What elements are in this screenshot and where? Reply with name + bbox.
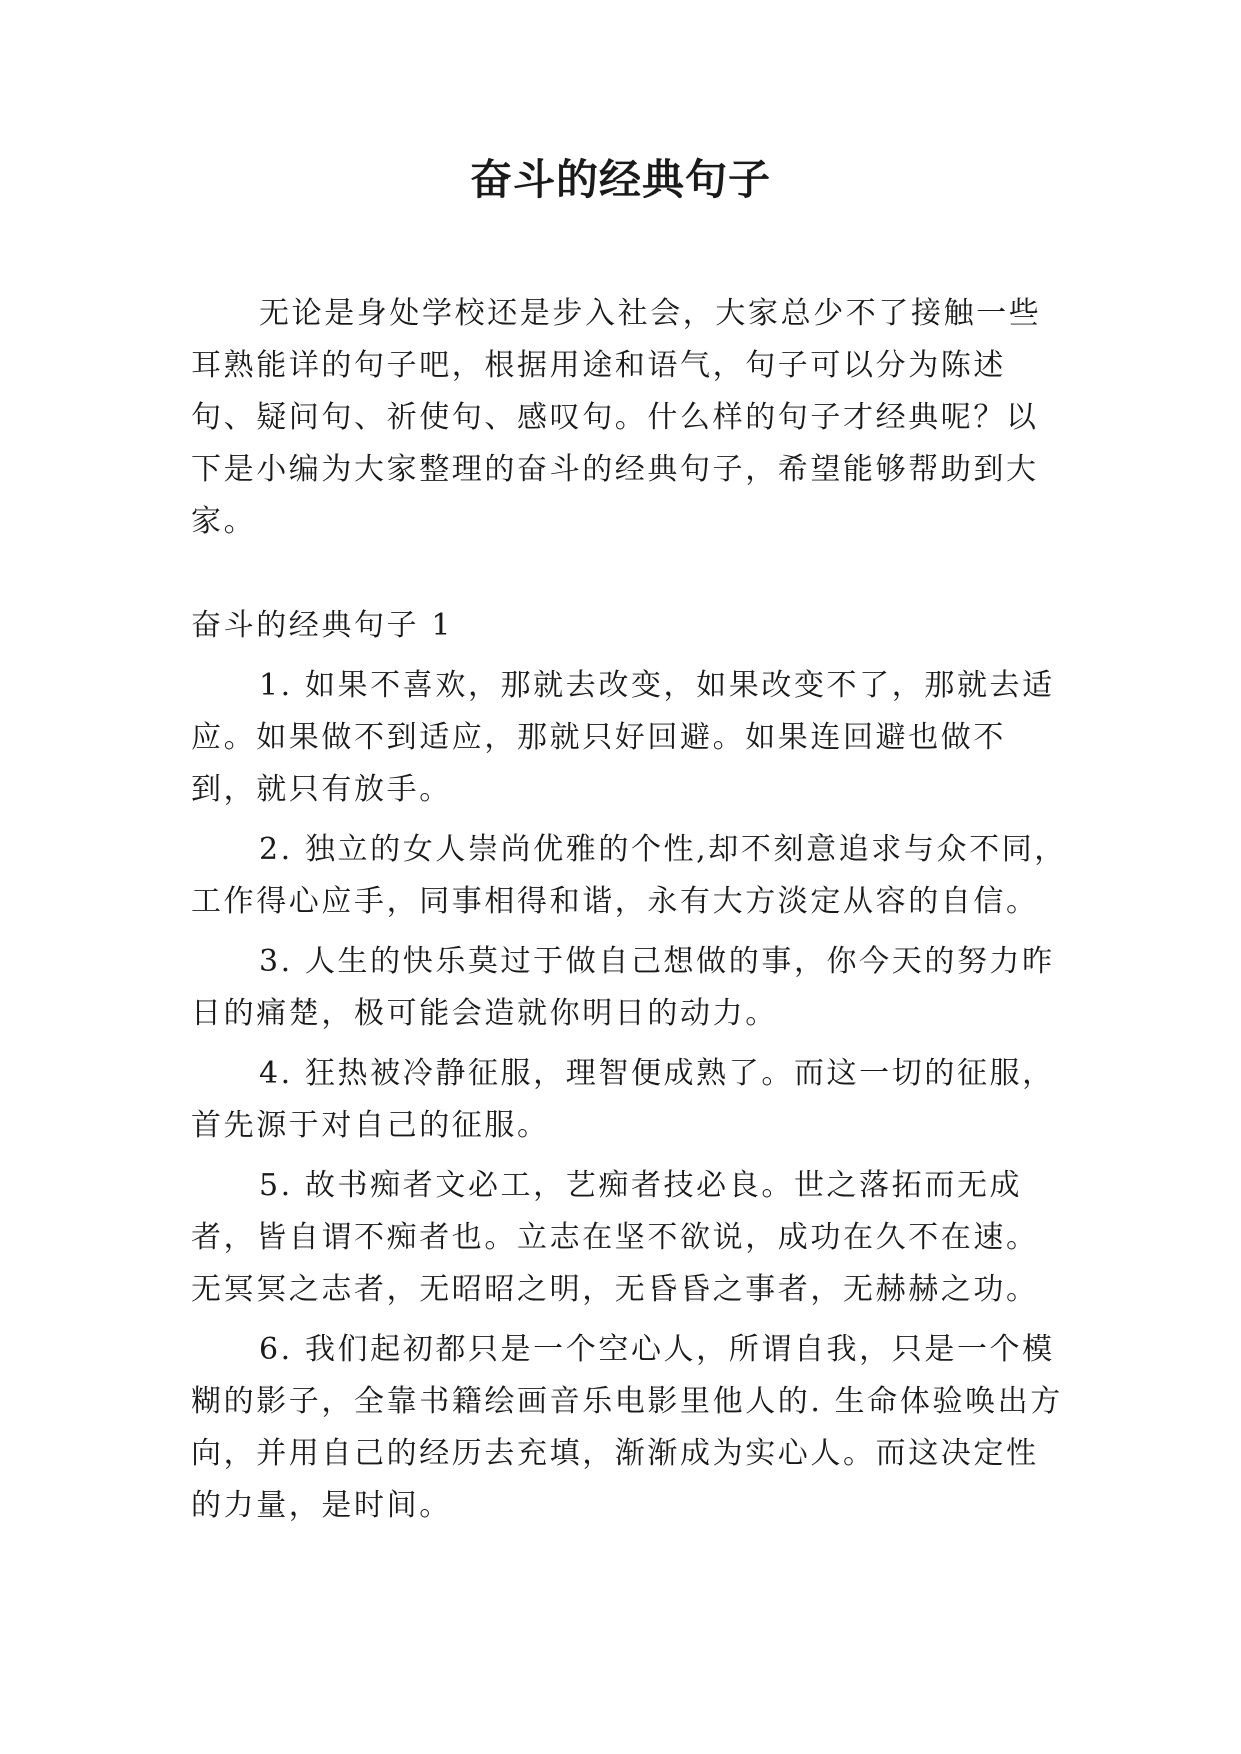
- list-item: 3. 人生的快乐莫过于做自己想做的事，你今天的努力昨日的痛楚，极可能会造就你明日的动力。: [191, 944, 1055, 1031]
- list-item: 2. 独立的女人崇尚优雅的个性,却不刻意追求与众不同，工作得心应手，同事相得和谐，永有大方淡定从容的自信。: [191, 832, 1067, 919]
- list-item: 5. 故书痴者文必工，艺痴者技必良。世之落拓而无成者，皆自谓不痴者也。立志在坚不欲说，成功在久不在速。无冥冥之志者，无昭昭之明，无昏昏之事者，无赫赫之功。: [191, 1168, 1039, 1307]
- document-title: 奋斗的经典句子: [469, 155, 771, 204]
- list-item: 4. 狂热被冷静征服，理智便成熟了。而这一切的征服，首先源于对自己的征服。: [191, 1056, 1055, 1143]
- list-item: 1. 如果不喜欢，那就去改变，如果改变不了，那就去适应。如果做不到适应，那就只好回避。如果连回避也做不到，就只有放手。: [191, 668, 1055, 807]
- intro-paragraph: 无论是身处学校还是步入社会，大家总少不了接触一些耳熟能详的句子吧，根据用途和语气，句子可以分为陈述句、疑问句、祈使句、感叹句。什么样的句子才经典呢？以下是小编为大家整理的奋斗的经典句子，希望能够帮助到大家。: [191, 296, 1042, 539]
- section-heading: 奋斗的经典句子 1: [191, 608, 454, 643]
- list-item: 6. 我们起初都只是一个空心人，所谓自我，只是一个模糊的影子，全靠书籍绘画音乐电影里他人的. 生命体验唤出方向，并用自己的经历去充填，渐渐成为实心人。而这决定性的力量，是时间。: [191, 1332, 1063, 1523]
- document-body: [191, 288, 1071, 1532]
